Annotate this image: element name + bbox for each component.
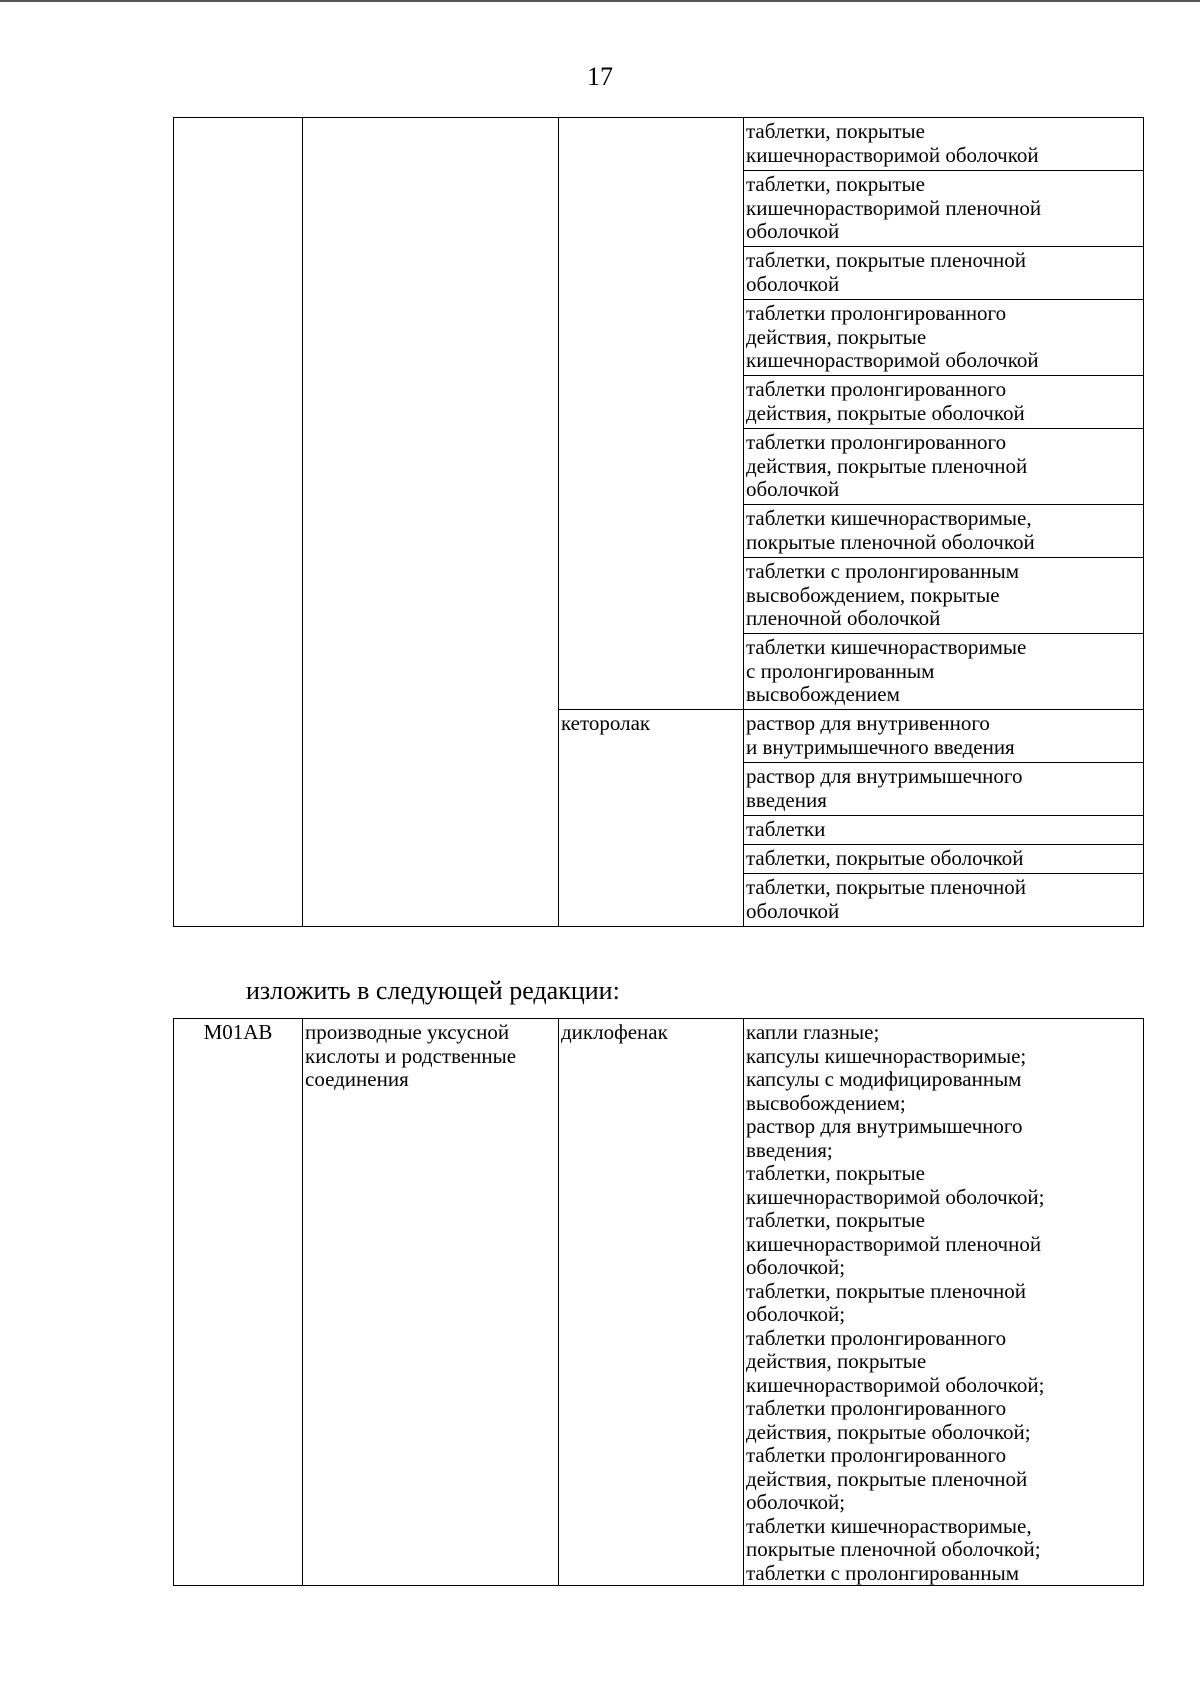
dosage-form-line: кишечнорастворимой пленочной (746, 1231, 1042, 1256)
table-row (174, 1019, 1144, 1586)
dosage-form-line: действия, покрытые оболочкой (746, 400, 1025, 425)
dosage-form-line: капсулы кишечнорастворимые; (746, 1043, 1027, 1068)
drug-name-cell: кеторолак (559, 710, 744, 927)
dosage-form-line: оболочкой; (746, 1302, 846, 1326)
intro-text: изложить в следующей редакции: (246, 976, 620, 1005)
dosage-form-cell (744, 171, 1144, 247)
group-line: соединения (305, 1067, 409, 1091)
dosage-form-line: оболочкой (746, 219, 840, 243)
dosage-form-line: с пролонгированным (746, 658, 935, 683)
dosage-form-cell (744, 710, 1144, 763)
dosage-form-line: высвобождением; (746, 1090, 906, 1115)
empty-drug-cell (559, 118, 744, 710)
dosage-form-cell (744, 558, 1144, 634)
dosage-form-line: действия, покрытые пленочной (746, 453, 1028, 478)
dosage-form-line: таблетки кишечнорастворимые (746, 635, 1027, 659)
dosage-form-line: оболочкой (746, 477, 840, 501)
dosage-form-line: таблетки, покрытые оболочкой (746, 846, 1024, 870)
dosage-form-line: таблетки пролонгированного (746, 301, 1007, 325)
empty-code-cell (174, 118, 303, 927)
dosage-form-line: таблетки пролонгированного (746, 377, 1007, 401)
dosage-form-line: раствор для внутривенного (746, 711, 990, 735)
dosage-form-line: таблетки кишечнорастворимые, (746, 506, 1032, 530)
dosage-form-line: таблетки с пролонгированным (746, 1560, 1020, 1585)
dosage-form-line: капсулы с модифицированным (746, 1067, 1022, 1091)
continued-table (173, 117, 1144, 927)
dosage-form-cell (744, 763, 1144, 816)
dosage-form-line: таблетки пролонгированного (746, 1443, 1007, 1467)
dosage-form-line: пленочной оболочкой (746, 606, 941, 630)
dosage-form-cell (744, 118, 1144, 171)
dosage-form-line: действия, покрытые пленочной (746, 1466, 1028, 1491)
dosage-form-line: оболочкой (746, 271, 840, 296)
group-line: кислоты и родственные (305, 1043, 517, 1068)
dosage-form-cell (744, 634, 1144, 710)
page-top-edge (0, 0, 1200, 2)
dosage-form-line: действия, покрытые оболочкой; (746, 1419, 1031, 1444)
dosage-form-line: таблетки, покрытые (746, 172, 925, 196)
dosage-form-line: раствор для внутримышечного (746, 1114, 1023, 1138)
dosage-form-line: кишечнорастворимой оболочкой (746, 348, 1039, 372)
dosage-form-cell (744, 845, 1144, 874)
atc-code-cell: M01AB (174, 1019, 303, 1586)
dosage-form-line: раствор для внутримышечного (746, 764, 1023, 788)
dosage-form-line: таблетки, покрытые пленочной (746, 875, 1027, 899)
dosage-form-line: оболочкой; (746, 1255, 846, 1279)
table-row (174, 118, 1144, 171)
dosage-form-cell (744, 300, 1144, 376)
dosage-form-cell (744, 247, 1144, 300)
dosage-form-line: таблетки, покрытые (746, 1208, 925, 1232)
dosage-form-line: таблетки пролонгированного (746, 1396, 1007, 1420)
dosage-form-line: действия, покрытые (746, 1349, 927, 1373)
dosage-form-line: кишечнорастворимой оболочкой; (746, 1372, 1045, 1397)
dosage-form-line: высвобождением, покрытые (746, 582, 1000, 607)
dosage-form-line: капли глазные; (746, 1020, 880, 1044)
new-edition-table (173, 1018, 1144, 1586)
dosage-form-cell (744, 429, 1144, 505)
dosage-form-line: таблетки, покрытые (746, 119, 925, 143)
dosage-form-line: таблетки пролонгированного (746, 1325, 1007, 1350)
dosage-form-line: кишечнорастворимой оболочкой; (746, 1184, 1045, 1209)
dosage-form-line: оболочкой (746, 898, 840, 923)
dosage-form-line: кишечнорастворимой оболочкой (746, 142, 1039, 167)
dosage-form-line: и внутримышечного введения (746, 734, 1015, 759)
dosage-form-line: таблетки с пролонгированным (746, 559, 1020, 583)
dosage-form-line: таблетки пролонгированного (746, 430, 1007, 454)
dosage-form-cell (744, 816, 1144, 845)
dosage-form-cell (744, 874, 1144, 927)
dosage-form-cell (744, 376, 1144, 429)
dosage-form-line: оболочкой; (746, 1490, 846, 1514)
dosage-form-line: кишечнорастворимой пленочной (746, 195, 1042, 220)
dosage-form-line: действия, покрытые (746, 324, 927, 349)
empty-group-cell (303, 118, 559, 927)
group-cell (303, 1019, 559, 1586)
dosage-form-line: таблетки, покрытые (746, 1161, 925, 1185)
dosage-form-line: таблетки, покрытые пленочной (746, 1278, 1027, 1303)
dosage-form-line: высвобождением (746, 682, 900, 706)
dosage-form-line: таблетки, покрытые пленочной (746, 248, 1027, 272)
drug-cell: диклофенак (559, 1019, 744, 1586)
dosage-form-line: покрытые пленочной оболочкой (746, 529, 1035, 554)
dosage-form-line: введения; (746, 1137, 833, 1162)
page-number: 17 (587, 62, 613, 91)
forms-cell (744, 1019, 1144, 1586)
dosage-form-cell (744, 505, 1144, 558)
dosage-form-line: введения (746, 787, 827, 812)
dosage-form-line: покрытые пленочной оболочкой; (746, 1537, 1041, 1561)
dosage-form-line: таблетки (746, 817, 826, 841)
dosage-form-line: таблетки кишечнорастворимые, (746, 1513, 1032, 1538)
group-line: производные уксусной (305, 1020, 510, 1044)
